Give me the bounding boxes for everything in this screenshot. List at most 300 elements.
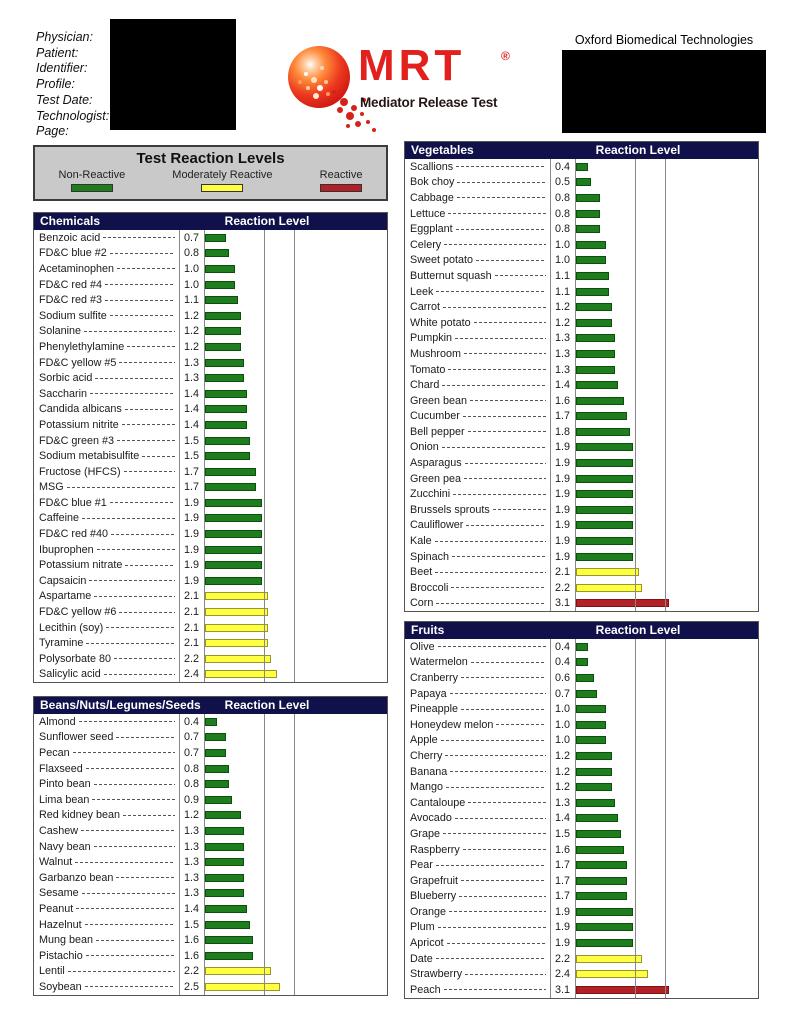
dash-leader xyxy=(92,799,175,800)
reaction-bar xyxy=(205,827,244,835)
technologist-label: Technologist: xyxy=(36,108,110,123)
item-row xyxy=(34,964,387,980)
item-label: Bok choy xyxy=(410,176,455,189)
legend-label: Moderately Reactive xyxy=(172,169,273,181)
bar-area xyxy=(575,717,758,733)
test-date-label: Test Date: xyxy=(36,92,93,107)
bar-area xyxy=(575,873,758,889)
item-name-cell xyxy=(405,535,550,547)
item-row xyxy=(34,464,387,480)
item-name-cell xyxy=(34,419,179,431)
reaction-bar xyxy=(205,421,247,429)
dash-leader xyxy=(443,833,546,834)
item-row xyxy=(405,518,758,534)
dash-leader xyxy=(116,737,175,738)
item-label: Sorbic acid xyxy=(39,372,93,385)
mrt-logo xyxy=(288,41,520,128)
item-label: Asparagus xyxy=(410,457,462,470)
bar-area xyxy=(204,901,387,917)
bar-area xyxy=(575,951,758,967)
value-bar-separator xyxy=(204,230,205,682)
bar-area xyxy=(575,440,758,456)
reaction-bar xyxy=(576,643,588,651)
mrt-splatter-icon xyxy=(332,90,336,94)
panel-title: Chemicals xyxy=(40,214,101,228)
item-label: Date xyxy=(410,952,433,965)
item-row xyxy=(405,377,758,393)
reaction-bar xyxy=(576,443,633,451)
item-name-cell xyxy=(34,919,179,931)
physician-label: Physician: xyxy=(36,30,93,44)
item-row xyxy=(34,714,387,730)
bar-area xyxy=(575,206,758,222)
item-row xyxy=(405,284,758,300)
item-name-cell xyxy=(405,457,550,469)
dash-leader xyxy=(448,213,546,214)
item-value: 2.5 xyxy=(183,980,199,993)
item-value: 1.3 xyxy=(183,887,199,900)
reaction-bar xyxy=(205,390,247,398)
item-label: Caffeine xyxy=(39,512,80,525)
item-row xyxy=(34,573,387,589)
item-name-cell xyxy=(34,294,179,306)
dash-leader xyxy=(457,197,546,198)
dash-leader xyxy=(493,509,546,510)
item-value: 1.1 xyxy=(183,294,199,307)
item-row xyxy=(34,667,387,683)
reaction-bar xyxy=(576,830,621,838)
reaction-bar xyxy=(576,194,600,202)
item-label: Peach xyxy=(410,983,441,996)
item-value: 0.8 xyxy=(554,207,570,220)
item-value: 1.3 xyxy=(183,372,199,385)
item-name-cell xyxy=(34,637,179,649)
page-label: Page: xyxy=(36,124,69,139)
item-label: Phenylethylamine xyxy=(39,340,125,353)
dash-leader xyxy=(86,643,175,644)
dash-leader xyxy=(123,815,175,816)
item-label: Pecan xyxy=(39,746,70,759)
reaction-bar xyxy=(205,514,262,522)
reaction-bar xyxy=(576,490,633,498)
item-value: 0.4 xyxy=(554,160,570,173)
item-name-cell xyxy=(405,828,550,840)
item-label: Leek xyxy=(410,285,434,298)
item-label: Honeydew melon xyxy=(410,718,494,731)
reaction-bar xyxy=(205,655,271,663)
reaction-bar xyxy=(576,892,627,900)
bar-area xyxy=(575,764,758,780)
item-name-cell xyxy=(34,731,179,743)
dash-leader xyxy=(125,565,175,566)
item-row xyxy=(405,717,758,733)
item-name-cell xyxy=(34,794,179,806)
item-row xyxy=(34,324,387,340)
bar-area xyxy=(575,564,758,580)
item-value: 1.1 xyxy=(554,285,570,298)
dash-leader xyxy=(90,393,175,394)
item-row xyxy=(405,268,758,284)
item-label: Candida albicans xyxy=(39,403,122,416)
reaction-bar xyxy=(205,921,250,929)
item-value: 0.4 xyxy=(554,656,570,669)
dash-leader xyxy=(465,974,546,975)
item-value: 2.1 xyxy=(183,606,199,619)
item-row xyxy=(405,393,758,409)
item-value: 1.3 xyxy=(183,871,199,884)
dash-leader xyxy=(86,955,175,956)
item-row xyxy=(405,221,758,237)
item-value: 1.2 xyxy=(554,765,570,778)
item-name-cell xyxy=(405,317,550,329)
reaction-bar xyxy=(205,749,226,757)
moderate-threshold-gridline xyxy=(264,714,265,995)
item-name-cell xyxy=(34,544,179,556)
dash-leader xyxy=(68,971,175,972)
dash-leader xyxy=(471,662,546,663)
item-row xyxy=(34,730,387,746)
item-name-cell xyxy=(405,270,550,282)
dash-leader xyxy=(446,787,546,788)
panel-header xyxy=(405,622,758,639)
bar-area xyxy=(575,686,758,702)
reaction-bar xyxy=(205,733,226,741)
item-name-cell xyxy=(405,672,550,684)
dash-leader xyxy=(94,846,175,847)
dash-leader xyxy=(448,369,546,370)
item-row xyxy=(34,495,387,511)
item-row xyxy=(405,596,758,612)
item-label: Lentil xyxy=(39,965,65,978)
item-name-cell xyxy=(34,841,179,853)
bar-area xyxy=(204,308,387,324)
dash-leader xyxy=(97,549,175,550)
reaction-bar xyxy=(205,718,217,726)
dash-leader xyxy=(453,494,546,495)
dash-leader xyxy=(105,300,175,301)
item-name-cell xyxy=(405,641,550,653)
reaction-bar xyxy=(205,592,268,600)
item-label: Ibuprophen xyxy=(39,543,94,556)
bar-area xyxy=(575,315,758,331)
item-row xyxy=(34,526,387,542)
fruits-panel xyxy=(404,621,759,999)
item-row xyxy=(405,826,758,842)
item-name-cell xyxy=(405,395,550,407)
item-row xyxy=(34,386,387,402)
item-value: 2.2 xyxy=(554,581,570,594)
reaction-bar xyxy=(205,530,262,538)
item-row xyxy=(405,564,758,580)
item-value: 2.2 xyxy=(554,952,570,965)
dash-leader xyxy=(94,784,175,785)
dash-leader xyxy=(464,478,546,479)
item-label: Green bean xyxy=(410,394,468,407)
item-label: Tomato xyxy=(410,363,446,376)
item-name-cell xyxy=(34,481,179,493)
item-row xyxy=(34,308,387,324)
dash-leader xyxy=(464,353,546,354)
dash-leader xyxy=(452,556,546,557)
item-name-cell xyxy=(34,903,179,915)
item-row xyxy=(34,261,387,277)
item-row xyxy=(405,982,758,998)
item-label: Zucchini xyxy=(410,488,451,501)
item-name-cell xyxy=(34,372,179,384)
bar-area xyxy=(575,580,758,596)
dash-leader xyxy=(445,755,546,756)
item-row xyxy=(405,190,758,206)
chemicals-chart xyxy=(34,230,387,682)
item-value: 1.7 xyxy=(554,874,570,887)
item-label: Peanut xyxy=(39,902,74,915)
dash-leader xyxy=(450,771,546,772)
item-name-cell xyxy=(405,597,550,609)
vegetables-panel xyxy=(404,141,759,612)
bar-area xyxy=(204,776,387,792)
reaction-bar xyxy=(205,983,280,991)
reaction-bar xyxy=(576,163,588,171)
item-row xyxy=(34,651,387,667)
item-label: Potassium nitrite xyxy=(39,418,119,431)
dash-leader xyxy=(82,518,175,519)
item-value: 2.1 xyxy=(183,621,199,634)
item-row xyxy=(34,823,387,839)
reactive-threshold-gridline xyxy=(665,639,666,998)
item-value: 1.4 xyxy=(183,387,199,400)
item-name-cell xyxy=(405,812,550,824)
item-value: 1.0 xyxy=(554,734,570,747)
dash-leader xyxy=(96,940,175,941)
item-label: Plum xyxy=(410,921,435,934)
item-label: Potassium nitrate xyxy=(39,559,123,572)
item-row xyxy=(34,402,387,418)
item-name-cell xyxy=(405,719,550,731)
item-label: Blueberry xyxy=(410,890,457,903)
item-value: 1.3 xyxy=(554,363,570,376)
item-label: FD&C yellow #5 xyxy=(39,356,117,369)
dash-leader xyxy=(86,768,175,769)
item-value: 0.5 xyxy=(554,176,570,189)
bar-area xyxy=(204,480,387,496)
item-name-cell xyxy=(405,750,550,762)
item-name-cell xyxy=(405,890,550,902)
reaction-bar xyxy=(576,506,633,514)
item-row xyxy=(34,542,387,558)
item-row xyxy=(34,433,387,449)
reaction-bar xyxy=(576,303,612,311)
bar-area xyxy=(204,417,387,433)
item-row xyxy=(34,808,387,824)
item-name-cell xyxy=(34,622,179,634)
mrt-logo-text: MRT xyxy=(358,41,466,90)
item-name-cell xyxy=(405,192,550,204)
item-row xyxy=(405,299,758,315)
item-row xyxy=(405,486,758,502)
reaction-bar xyxy=(576,288,609,296)
item-row xyxy=(405,655,758,671)
moderately-reactive-swatch xyxy=(201,184,243,192)
bar-area xyxy=(204,386,387,402)
item-label: Garbanzo bean xyxy=(39,871,114,884)
item-value: 0.6 xyxy=(554,671,570,684)
dash-leader xyxy=(447,943,546,944)
legend-item-moderately-reactive xyxy=(172,169,272,192)
reaction-levels-legend xyxy=(33,145,388,201)
item-label: Apple xyxy=(410,734,438,747)
item-label: Cashew xyxy=(39,824,79,837)
item-name-cell xyxy=(405,937,550,949)
item-value: 3.1 xyxy=(554,597,570,610)
dash-leader xyxy=(438,927,546,928)
reaction-bar xyxy=(576,428,630,436)
item-label: Polysorbate 80 xyxy=(39,652,112,665)
value-bar-separator xyxy=(204,714,205,995)
item-name-cell xyxy=(405,441,550,453)
bar-area xyxy=(204,402,387,418)
reaction-bar xyxy=(576,752,612,760)
item-label: Carrot xyxy=(410,301,440,314)
item-row xyxy=(405,842,758,858)
item-label: Pinto bean xyxy=(39,778,91,791)
item-row xyxy=(34,901,387,917)
item-name-cell xyxy=(405,161,550,173)
item-name-cell xyxy=(405,984,550,996)
item-label: FD&C yellow #6 xyxy=(39,606,117,619)
reaction-bar xyxy=(205,468,256,476)
item-value: 2.2 xyxy=(183,965,199,978)
item-row xyxy=(34,979,387,995)
reaction-bar xyxy=(205,327,241,335)
item-label: Brussels sprouts xyxy=(410,503,490,516)
item-value: 0.8 xyxy=(183,778,199,791)
bar-area xyxy=(204,542,387,558)
item-value: 1.4 xyxy=(183,902,199,915)
item-name-cell xyxy=(405,488,550,500)
item-name-cell xyxy=(34,809,179,821)
dash-leader xyxy=(461,709,546,710)
reaction-bar xyxy=(205,374,244,382)
bar-area xyxy=(575,935,758,951)
patient-label: Patient: xyxy=(36,45,79,60)
dash-leader xyxy=(436,865,546,866)
item-name-cell xyxy=(405,968,550,980)
item-value: 1.2 xyxy=(183,809,199,822)
item-name-cell xyxy=(34,668,179,680)
item-value: 1.5 xyxy=(554,827,570,840)
item-value: 1.9 xyxy=(554,441,570,454)
reaction-bar xyxy=(576,568,639,576)
dash-leader xyxy=(463,849,546,850)
bar-area xyxy=(575,409,758,425)
reaction-bar xyxy=(576,412,627,420)
redacted-lab-info-box xyxy=(562,50,766,133)
reaction-bar xyxy=(576,537,633,545)
reaction-bar xyxy=(205,577,262,585)
bar-area xyxy=(204,604,387,620)
bar-area xyxy=(204,557,387,573)
reaction-level-header: Reaction Level xyxy=(224,698,310,712)
moderate-threshold-gridline xyxy=(635,639,636,998)
item-row xyxy=(34,776,387,792)
dash-leader xyxy=(451,587,546,588)
bar-area xyxy=(204,792,387,808)
item-value: 2.1 xyxy=(554,566,570,579)
item-value: 1.2 xyxy=(554,781,570,794)
item-label: Chard xyxy=(410,379,440,392)
panel-header xyxy=(34,697,387,714)
dash-leader xyxy=(119,612,175,613)
item-name-cell xyxy=(34,716,179,728)
item-row xyxy=(405,549,758,565)
item-value: 1.9 xyxy=(554,905,570,918)
bar-area xyxy=(575,811,758,827)
legend-item-non-reactive xyxy=(59,169,126,192)
item-name-cell xyxy=(405,582,550,594)
reaction-bar xyxy=(576,334,615,342)
bar-area xyxy=(204,808,387,824)
item-label: Eggplant xyxy=(410,223,453,236)
item-label: Salicylic acid xyxy=(39,668,101,681)
bar-area xyxy=(204,433,387,449)
item-row xyxy=(405,253,758,269)
item-row xyxy=(34,932,387,948)
item-value: 1.3 xyxy=(554,347,570,360)
item-row xyxy=(34,761,387,777)
reaction-bar xyxy=(576,381,618,389)
item-label: Avocado xyxy=(410,812,452,825)
item-name-cell xyxy=(34,232,179,244)
bar-area xyxy=(575,655,758,671)
reaction-bar xyxy=(576,846,624,854)
item-value: 0.8 xyxy=(554,223,570,236)
item-label: Bell pepper xyxy=(410,425,465,438)
bar-area xyxy=(204,932,387,948)
dash-leader xyxy=(119,362,175,363)
dash-leader xyxy=(111,534,175,535)
bar-area xyxy=(204,246,387,262)
item-label: Olive xyxy=(410,640,435,653)
reaction-bar xyxy=(576,178,591,186)
reaction-bar xyxy=(205,858,244,866)
bar-area xyxy=(204,730,387,746)
item-label: Onion xyxy=(410,441,439,454)
item-label: Capsaicin xyxy=(39,574,87,587)
item-label: Kale xyxy=(410,535,432,548)
item-label: Grape xyxy=(410,827,441,840)
item-row xyxy=(405,424,758,440)
item-name-cell xyxy=(34,653,179,665)
item-row xyxy=(405,409,758,425)
item-name-cell xyxy=(34,825,179,837)
dash-leader xyxy=(476,260,546,261)
item-row xyxy=(34,370,387,386)
item-value: 1.3 xyxy=(554,796,570,809)
item-name-cell xyxy=(405,734,550,746)
item-value: 0.4 xyxy=(183,715,199,728)
bar-area xyxy=(204,667,387,683)
item-value: 1.6 xyxy=(183,949,199,962)
item-value: 1.3 xyxy=(183,840,199,853)
item-value: 1.3 xyxy=(183,824,199,837)
item-row xyxy=(34,246,387,262)
item-name-cell xyxy=(405,797,550,809)
item-label: Butternut squash xyxy=(410,269,492,282)
reaction-bar xyxy=(205,249,229,257)
panel-title: Beans/Nuts/Legumes/Seeds xyxy=(40,698,201,712)
bar-area xyxy=(575,424,758,440)
dash-leader xyxy=(67,487,175,488)
